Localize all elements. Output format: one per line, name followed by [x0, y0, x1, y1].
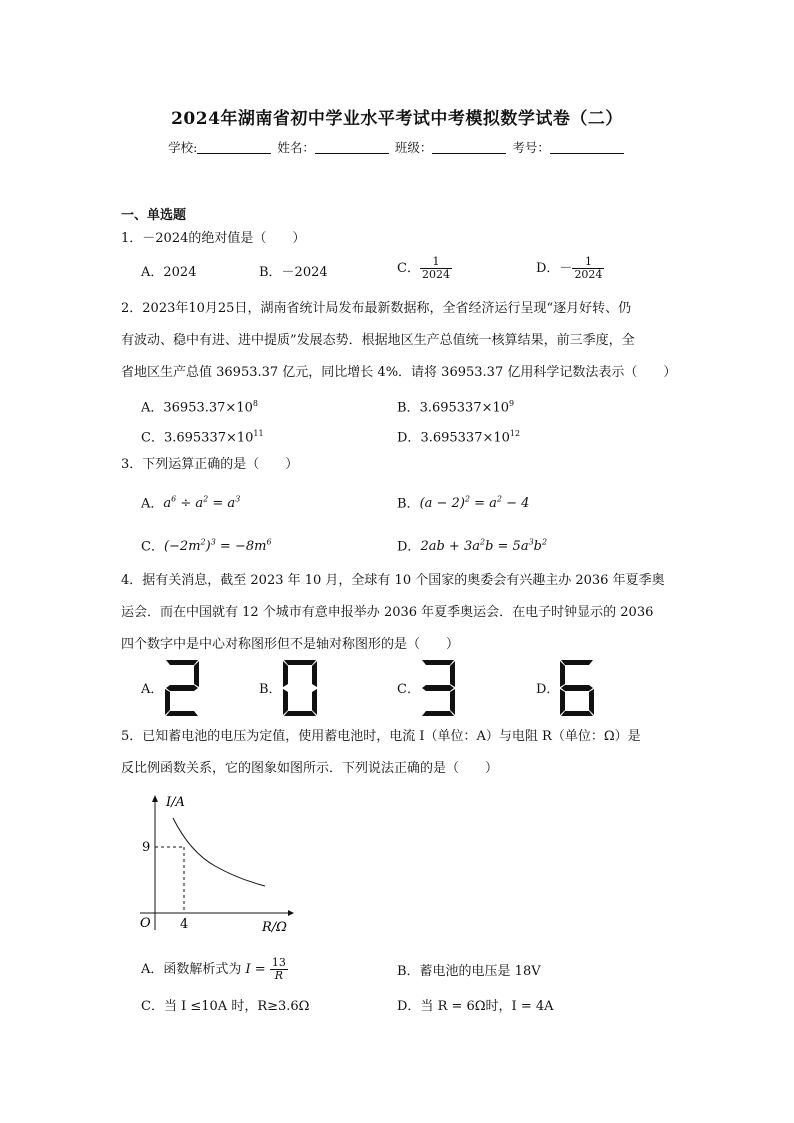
q5-option-a-fraction [270, 957, 288, 982]
exam-no-label: 考号： [512, 140, 550, 155]
class-label: 班级： [394, 140, 433, 155]
q4-option-a-label: A． [141, 682, 164, 697]
q2-option-d-exponent: 12 [509, 429, 521, 438]
q5-line-1: 5．已知蓄电池的电压为定值，使用蓄电池时，电流 I（单位：A）与电阻 R（单位：Ω）是 [121, 729, 641, 744]
y-tick-label: 9 [142, 840, 151, 855]
y-axis-label: I/A [166, 795, 185, 810]
x-axis-label: R/Ω [262, 920, 287, 935]
q3-option-a [141, 490, 240, 514]
q1-option-c [397, 256, 452, 281]
q2-line-1: 2．2023年10月25日，湖南省统计局发布最新数据称，全省经济运行呈现“逐月好转、仍 [121, 301, 632, 316]
q2-option-a-base: 36953.37×10 [163, 400, 253, 416]
q1-option-a: A．2024 [141, 265, 197, 280]
q2-option-b-exponent: 9 [509, 399, 515, 408]
q1-option-d [536, 256, 604, 281]
q3-option-b [397, 490, 529, 514]
q4-line-2: 运会．而在中国就有 12 个城市有意申报举办 2036 年夏季奥运会．在电子时钟显示的 2036 [121, 605, 654, 620]
q3-option-b-formula: $(a - 2)^2 = a^2 - 4$ [419, 495, 530, 512]
fraction-denominator: 2024 [421, 268, 450, 281]
q2-option-d-label: D． [397, 430, 421, 446]
fraction-denominator: R [274, 969, 283, 982]
school-label: 学校: [168, 140, 198, 155]
q3-option-d [397, 533, 547, 557]
q1-option-c-fraction [420, 256, 452, 281]
q3-option-d-label: D． [397, 539, 421, 555]
q5-option-d [397, 997, 554, 1017]
q2-option-b-label: B． [397, 400, 420, 416]
q5-option-c [141, 997, 309, 1017]
fraction-numerator: 1 [420, 256, 452, 269]
seven-segment-digit-2 [162, 658, 202, 718]
q5-option-a-lhs: I = [245, 962, 266, 977]
q4-option-d-label: D． [536, 682, 560, 697]
section-heading: 一、单选题 [121, 208, 187, 223]
question-5-stem [121, 724, 677, 782]
seven-segment-digit-3 [418, 658, 458, 718]
question-4-stem [121, 568, 681, 658]
question-1-stem: 1．－2024的绝对值是（ ） [121, 231, 306, 246]
q3-option-b-label: B． [397, 496, 420, 512]
q3-option-c-label: C． [141, 539, 164, 555]
q5-line-2: 反比例函数关系，它的图象如图所示．下列说法正确的是（ ） [121, 761, 499, 776]
q2-option-b [397, 394, 514, 418]
student-info-line [0, 138, 794, 156]
q3-option-d-formula: $2ab + 3a^2b = 5a^3b^2$ [420, 538, 548, 555]
q3-option-c-formula: $(-2m^2)^3 = -8m^6$ [163, 538, 272, 555]
q2-option-a-label: A． [141, 400, 164, 416]
q2-option-c [141, 424, 264, 448]
hyperbola-curve [173, 818, 265, 886]
q5-option-c-label: C．当 [141, 999, 182, 1014]
inverse-proportion-graph [128, 790, 298, 938]
seven-segment-digit-6 [557, 658, 597, 718]
q2-option-d [397, 424, 520, 448]
q5-option-d-label: D．当 [397, 999, 438, 1014]
q2-option-a-exponent: 8 [252, 399, 258, 408]
question-2-stem [121, 296, 681, 386]
exam-no-blank[interactable] [550, 153, 624, 154]
q1-option-c-label: C． [397, 261, 420, 276]
q2-option-a [141, 394, 258, 418]
fraction-denominator: 2024 [574, 268, 603, 281]
q4-option-b-label: B． [259, 682, 282, 697]
school-blank[interactable] [197, 153, 271, 154]
q3-option-a-formula: $a^6 \div a^2 = a^3$ [163, 495, 241, 512]
y-axis-arrow [152, 795, 158, 802]
seven-segment-digit-0 [280, 658, 320, 718]
name-blank[interactable] [315, 153, 389, 154]
q2-option-c-exponent: 11 [253, 429, 264, 438]
q2-line-2: 有波动、稳中有进、进中提质”发展态势．根据地区生产总值统一核算结果，前三季度，全 [121, 333, 635, 348]
name-label: 姓名： [277, 140, 315, 155]
q2-option-c-label: C． [141, 430, 164, 446]
q5-option-a-label: A．函数解析式为 [141, 962, 246, 977]
q5-option-a [141, 957, 288, 982]
q3-option-a-label: A． [141, 496, 164, 512]
q4-option-c-label: C． [397, 682, 420, 697]
x-axis-arrow [288, 910, 294, 916]
q2-option-d-base: 3.695337×10 [420, 430, 510, 446]
q1-option-d-label: D．－ [536, 261, 573, 276]
q1-option-d-fraction [572, 256, 604, 281]
fraction-numerator: 1 [572, 256, 604, 269]
q1-option-b: B．－2024 [259, 265, 328, 280]
question-3-stem: 3．下列运算正确的是（ ） [121, 457, 299, 472]
fraction-numerator: 13 [271, 956, 286, 969]
q5-option-d-text: R = 6Ω时，I = 4A [437, 999, 554, 1014]
q2-line-3: 省地区生产总值 36953.37 亿元，同比增长 4%．请将 36953.37 亿用科学记数法表示（ ） [121, 365, 677, 380]
class-blank[interactable] [432, 153, 506, 154]
q4-line-3: 四个数字中是中心对称图形但不是轴对称图形的是（ ） [121, 637, 460, 652]
q3-option-c [141, 533, 272, 557]
q2-option-b-base: 3.695337×10 [419, 400, 510, 416]
q5-option-b: B．蓄电池的电压是 18V [397, 964, 541, 979]
q5-option-c-text: I ≤10A 时，R≥3.6Ω [181, 999, 310, 1014]
q4-line-1: 4．据有关消息，截至 2023 年 10 月，全球有 10 个国家的奥委会有兴趣主办 2036 年夏季奥 [121, 573, 665, 588]
origin-label: O [140, 916, 151, 931]
q2-option-c-base: 3.695337×10 [163, 430, 254, 446]
x-tick-label: 4 [180, 917, 189, 932]
exam-title: 2024年湖南省初中学业水平考试中考模拟数学试卷（二） [171, 109, 623, 129]
